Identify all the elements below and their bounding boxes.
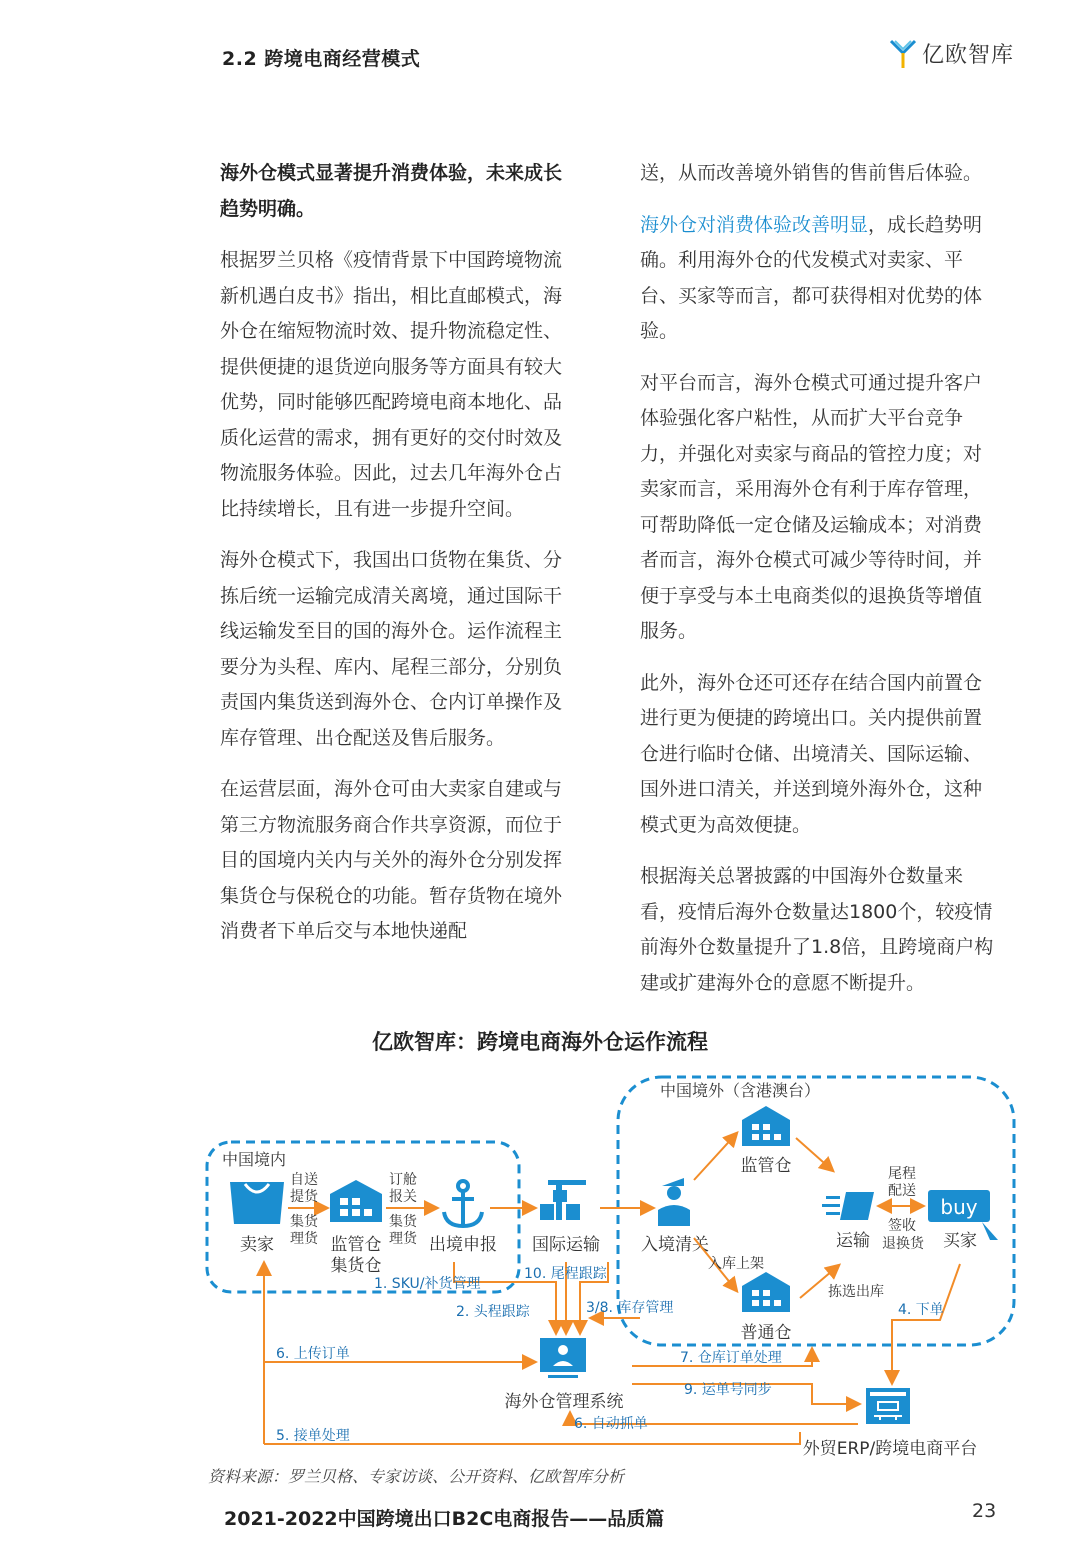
node-overseas-bonded: 监管仓 bbox=[740, 1156, 792, 1176]
node-consolidation-warehouse: 集货仓 bbox=[330, 1256, 382, 1276]
step-label: 2. 头程跟踪 bbox=[456, 1304, 530, 1320]
paragraph: 海外仓模式下，我国出口货物在集货、分拣后统一运输完成清关离境，通过国际干线运输发至目的国的海外仓。运作流程主要分为头程、库内、尾程三部分，分别负责国内集货送到海外仓、仓内订单操作及库存管理、出仓配送及售后服务。 bbox=[220, 549, 563, 749]
buy-badge-text: buy bbox=[940, 1195, 978, 1219]
node-export-declare: 出境申报 bbox=[429, 1235, 497, 1255]
page-number: 23 bbox=[972, 1500, 997, 1522]
step-label: 3/8. 库存管理 bbox=[586, 1300, 674, 1316]
edge-label: 集货 bbox=[290, 1214, 318, 1230]
paragraph-text: ，成长趋势明确。利用海外仓的代发模式对卖家、平台、买家等而言，都可获得相对优势的体验。 bbox=[640, 213, 983, 342]
step-label: 9. 运单号同步 bbox=[684, 1382, 772, 1398]
platform-icon bbox=[866, 1388, 910, 1424]
footer-title: 2021-2022中国跨境出口B2C电商报告——品质篇 bbox=[224, 1508, 665, 1530]
anchor-icon bbox=[444, 1181, 482, 1226]
edge-label: 理货 bbox=[290, 1231, 318, 1247]
region-domestic-label: 中国境内 bbox=[222, 1150, 287, 1169]
right-column bbox=[640, 156, 998, 1017]
figure-title: 亿欧智库：跨境电商海外仓运作流程 bbox=[372, 1030, 708, 1054]
node-erp: 外贸ERP/跨境电商平台 bbox=[802, 1439, 978, 1459]
delivery-icon bbox=[822, 1192, 874, 1220]
node-buyer: 买家 bbox=[943, 1231, 977, 1251]
section-title: 2.2 跨境电商经营模式 bbox=[222, 48, 421, 70]
edge-label: 提货 bbox=[290, 1189, 318, 1205]
paragraph: 对平台而言，海外仓模式可通过提升客户体验强化客户粘性，从而扩大平台竞争力，并强化对卖家与商品的管控力度；对卖家而言，采用海外仓有利于库存管理，可帮助降低一定仓储及运输成本；对消费者而言，海外仓模式可减少等待时间，并便于享受与本土电商类似的退换货等增值服务。 bbox=[640, 371, 983, 642]
node-delivery: 运输 bbox=[836, 1231, 870, 1251]
node-wms: 海外仓管理系统 bbox=[504, 1392, 624, 1412]
cursor-icon bbox=[982, 1222, 998, 1240]
step-label: 10. 尾程跟踪 bbox=[524, 1266, 607, 1282]
step-label: 1. SKU/补货管理 bbox=[374, 1276, 481, 1292]
officer-icon bbox=[658, 1178, 690, 1226]
left-column bbox=[220, 156, 578, 966]
node-intl-transport: 国际运输 bbox=[532, 1235, 600, 1255]
bag-icon bbox=[230, 1182, 284, 1224]
lead-paragraph: 海外仓模式显著提升消费体验，未来成长趋势明确。 bbox=[220, 162, 563, 220]
edge-label: 自送 bbox=[290, 1172, 318, 1188]
paragraph: 根据罗兰贝格《疫情背景下中国跨境物流新机遇白皮书》指出，相比直邮模式，海外仓在缩短物流时效、提升物流稳定性、提供便捷的退货逆向服务等方面具有较大优势，同时能够匹配跨境电商本地化、品质化运营的需求，拥有更好的交付时效及物流服务体验。因此，过去几年海外仓占比持续增长，且有进一步提升空间。 bbox=[220, 249, 563, 520]
paragraph: 送，从而改善境外销售的售前售后体验。 bbox=[640, 162, 983, 184]
step-label: 6. 上传订单 bbox=[276, 1346, 350, 1362]
edge-label: 订舱 bbox=[389, 1172, 417, 1188]
monitor-icon bbox=[540, 1338, 586, 1378]
node-seller: 卖家 bbox=[240, 1235, 274, 1255]
source-note: 资料来源：罗兰贝格、专家访谈、公开资料、亿欧智库分析 bbox=[208, 1467, 625, 1486]
warehouse-icon bbox=[742, 1272, 790, 1312]
edge-label: 报关 bbox=[389, 1189, 417, 1205]
warehouse-icon bbox=[742, 1106, 790, 1146]
edge-label: 配送 bbox=[888, 1183, 916, 1199]
node-normal-warehouse: 普通仓 bbox=[740, 1323, 792, 1343]
paragraph bbox=[640, 208, 998, 350]
node-bonded-warehouse: 监管仓 bbox=[330, 1235, 382, 1255]
edge-label: 退换货 bbox=[882, 1236, 924, 1252]
node-import-clearance: 入境清关 bbox=[641, 1235, 709, 1255]
logo-text: 亿欧智库 bbox=[922, 43, 1015, 68]
paragraph: 此外，海外仓还可还存在结合国内前置仓进行更为便捷的跨境出口。关内提供前置仓进行临时仓储、出境清关、国际运输、国外进口清关，并送到境外海外仓，这种模式更为高效便捷。 bbox=[640, 671, 983, 836]
step-label: 6. 自动抓单 bbox=[574, 1416, 648, 1432]
step-label: 7. 仓库订单处理 bbox=[680, 1350, 782, 1366]
logo-icon bbox=[890, 39, 916, 69]
paragraph: 根据海关总署披露的中国海外仓数量来看，疫情后海外仓数量达1800个，较疫情前海外仓数量提升了1.8倍，且跨境商户构建或扩建海外仓的意愿不断提升。 bbox=[640, 865, 994, 994]
region-overseas-label: 中国境外（含港澳台） bbox=[660, 1081, 821, 1100]
step-label: 5. 接单处理 bbox=[276, 1428, 350, 1444]
crane-icon bbox=[540, 1180, 586, 1220]
paragraph: 在运营层面，海外仓可由大卖家自建或与第三方物流服务商合作共享资源，而位于目的国境内关内与关外的海外仓分别发挥集货仓与保税仓的功能。暂存货物在境外消费者下单后交与本地快递配 bbox=[220, 778, 563, 942]
flow-diagram bbox=[0, 1060, 1080, 1460]
edge-label: 理货 bbox=[389, 1231, 417, 1247]
edge-label: 拣选出库 bbox=[828, 1284, 884, 1300]
edge-label: 集货 bbox=[389, 1214, 417, 1230]
highlight-text: 海外仓对消费体验改善明显 bbox=[640, 213, 869, 236]
edge-label: 尾程 bbox=[888, 1166, 916, 1182]
step-label: 4. 下单 bbox=[898, 1302, 944, 1318]
warehouse-icon bbox=[330, 1180, 382, 1222]
edge-label: 入库上架 bbox=[708, 1256, 764, 1272]
logo bbox=[890, 38, 1014, 69]
edge-label: 签收 bbox=[888, 1218, 916, 1234]
